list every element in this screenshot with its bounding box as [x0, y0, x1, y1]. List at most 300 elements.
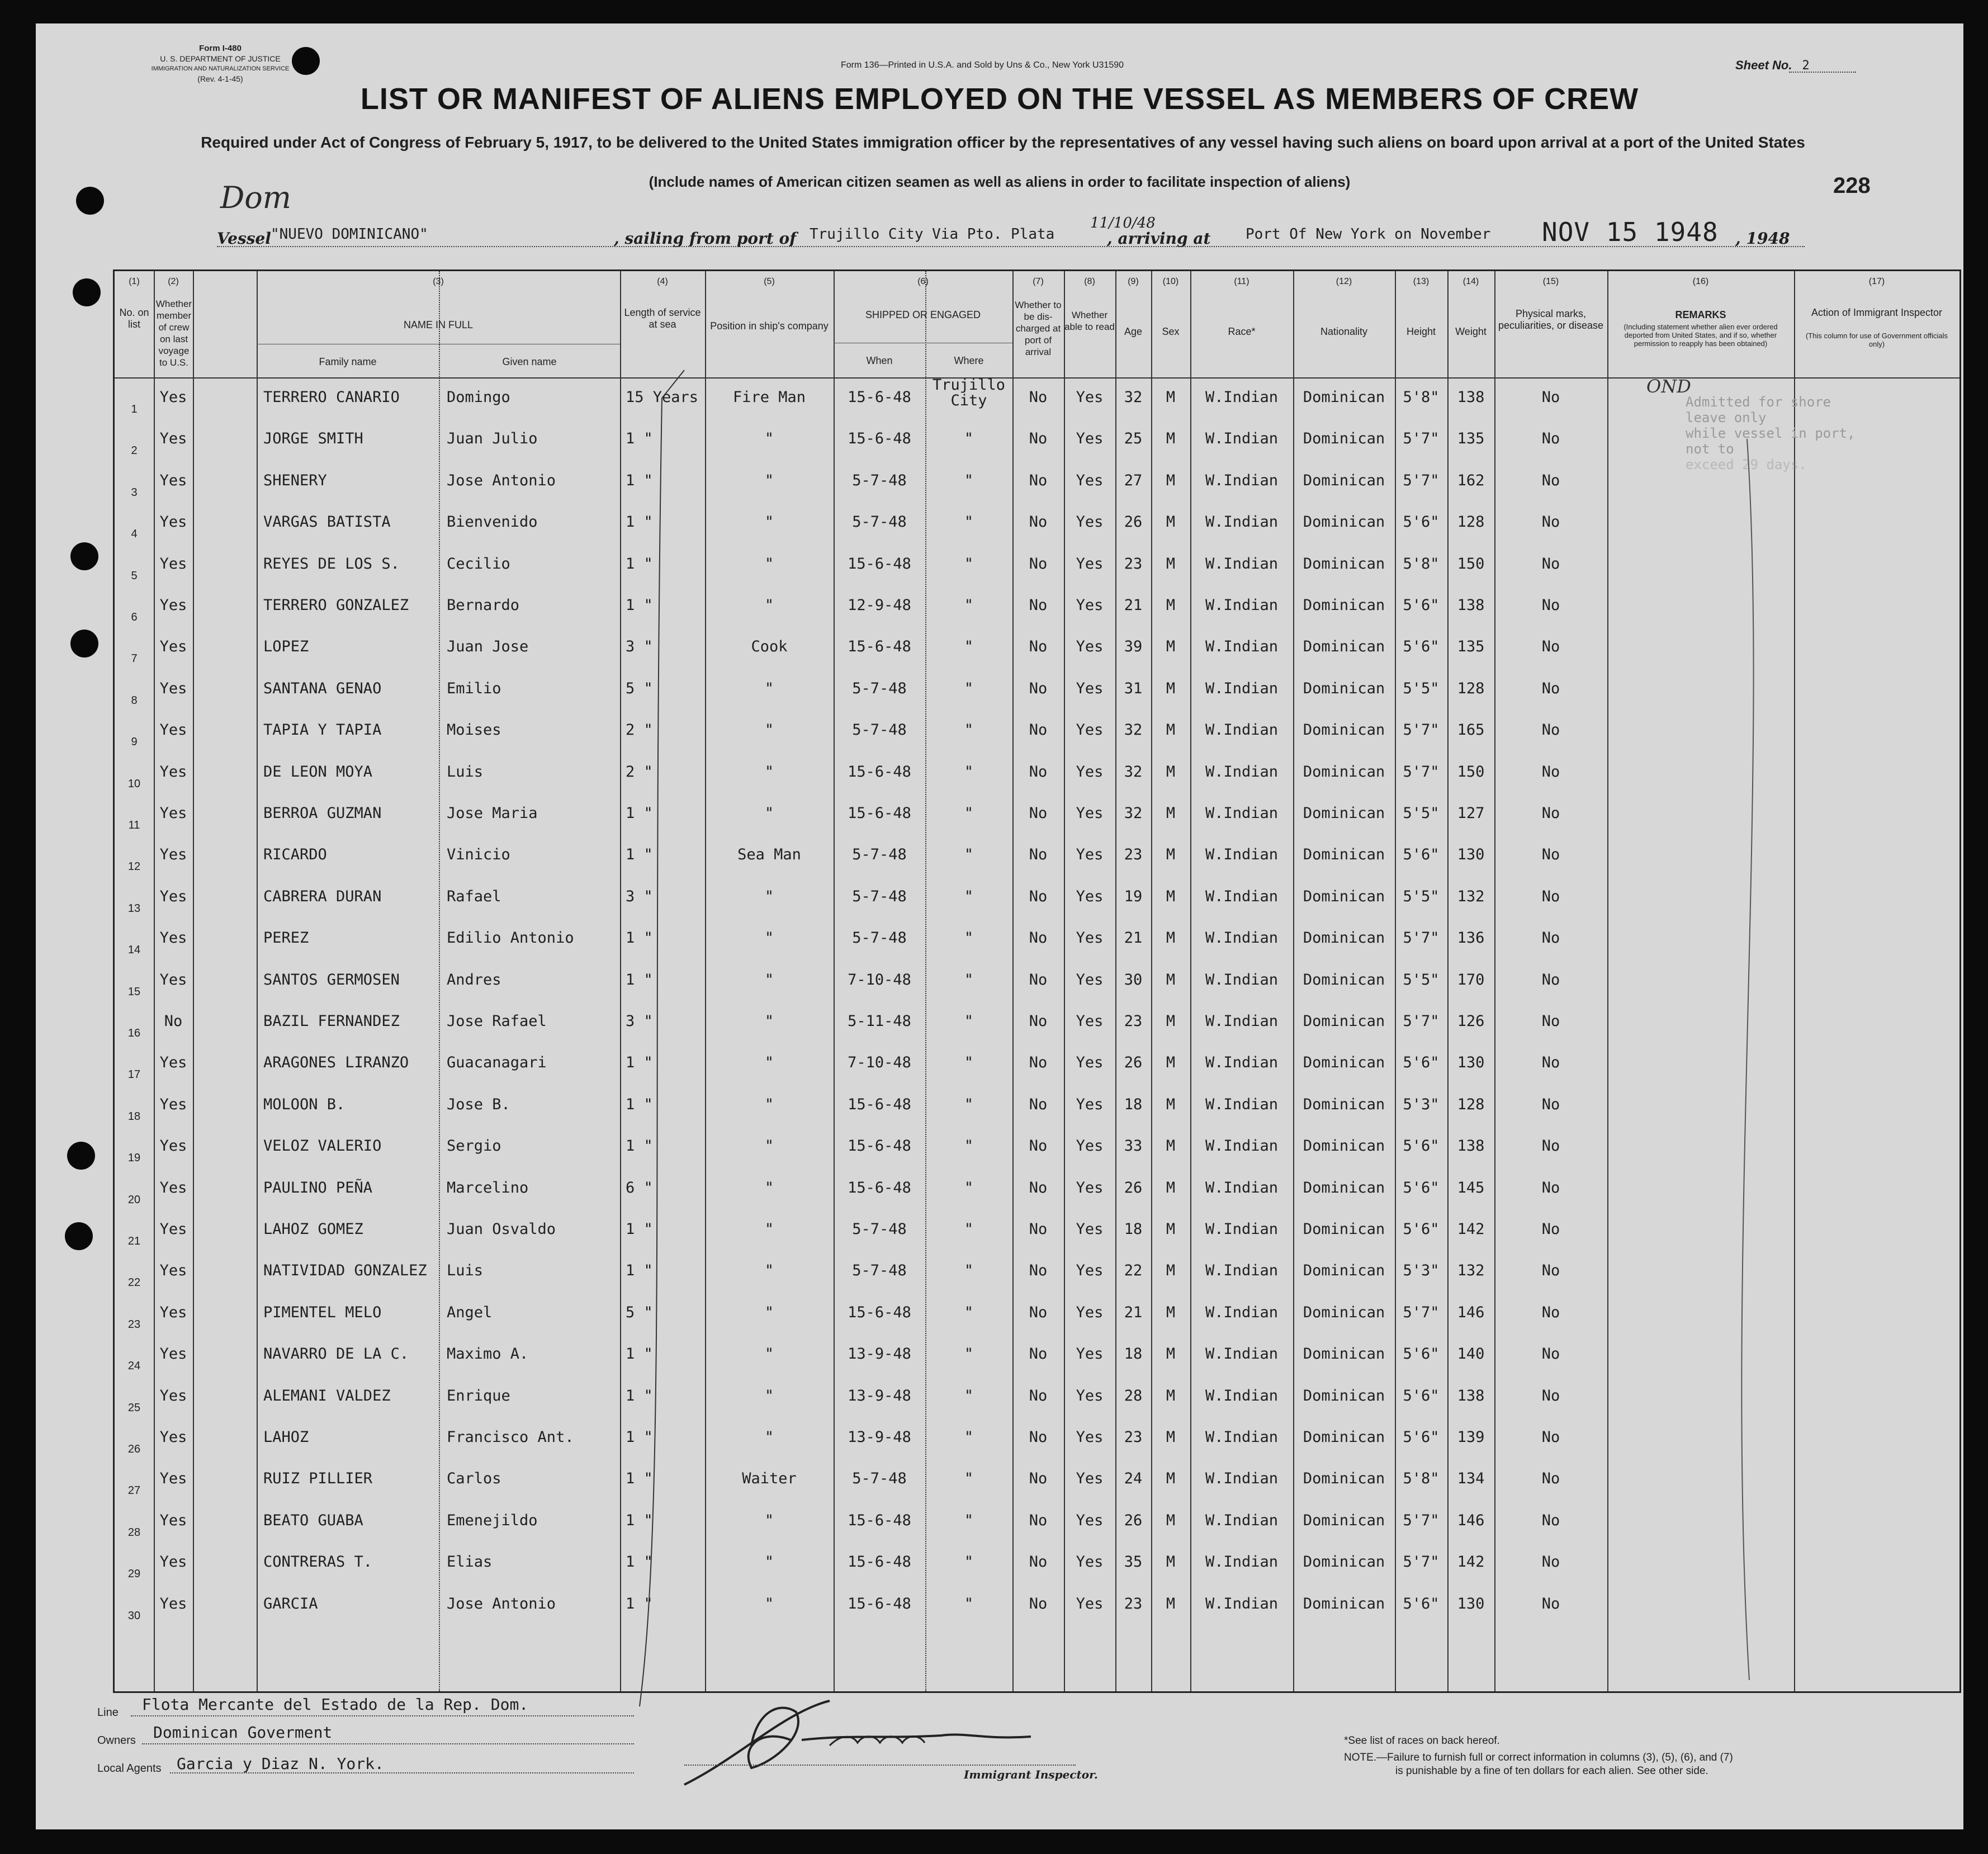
- sex: M: [1166, 1387, 1176, 1404]
- physical-marks: No: [1541, 1511, 1560, 1529]
- weight: 139: [1457, 1429, 1485, 1446]
- row-number: 8: [131, 694, 138, 707]
- family-name: SANTOS GERMOSEN: [263, 971, 400, 989]
- footer-line-value: Flota Mercante del Estado de la Rep. Dom.: [142, 1695, 529, 1714]
- able-to-read: Yes: [1076, 1470, 1104, 1488]
- last-voyage: Yes: [159, 513, 187, 531]
- weight: 126: [1457, 1013, 1485, 1030]
- given-name: Jose Rafael: [447, 1013, 547, 1030]
- given-name: Bernardo: [447, 597, 520, 614]
- family-name: VELOZ VALERIO: [263, 1137, 382, 1155]
- last-voyage: Yes: [159, 1345, 187, 1363]
- discharged: No: [1029, 430, 1048, 448]
- col-number-11: (11): [1234, 277, 1249, 286]
- race: W.Indian: [1205, 1262, 1279, 1280]
- sex: M: [1166, 1054, 1176, 1072]
- race: W.Indian: [1205, 1511, 1279, 1529]
- length-service: 3 ": [626, 638, 653, 656]
- weight: 138: [1457, 1387, 1485, 1404]
- race: W.Indian: [1205, 1054, 1279, 1072]
- given-name: Moises: [447, 721, 501, 739]
- weight: 140: [1457, 1345, 1485, 1363]
- shipped-when: 5-7-48: [852, 846, 907, 864]
- family-name: DE LEON MOYA: [263, 763, 373, 781]
- family-name: BEATO GUABA: [263, 1511, 363, 1529]
- sex: M: [1166, 1470, 1176, 1488]
- header-where: Where: [954, 355, 984, 366]
- given-name: Jose Maria: [447, 805, 538, 822]
- family-name: PAULINO PEÑA: [263, 1179, 373, 1196]
- nationality: Dominican: [1303, 846, 1385, 864]
- length-service: 2 ": [626, 763, 653, 781]
- table-row: [115, 753, 1959, 795]
- family-name: RUIZ PILLIER: [263, 1470, 373, 1488]
- able-to-read: Yes: [1076, 1137, 1104, 1155]
- physical-marks: No: [1541, 430, 1560, 448]
- race: W.Indian: [1205, 471, 1279, 489]
- length-service: 1 ": [626, 1054, 653, 1072]
- race: W.Indian: [1205, 513, 1279, 531]
- age: 18: [1124, 1345, 1143, 1363]
- able-to-read: Yes: [1076, 1511, 1104, 1529]
- physical-marks: No: [1541, 1595, 1560, 1612]
- table-row: [115, 1335, 1959, 1377]
- shipped-when: 5-11-48: [848, 1013, 911, 1030]
- able-to-read: Yes: [1076, 1221, 1104, 1238]
- row-number: 23: [127, 1318, 141, 1331]
- header-given-name: Given name: [502, 356, 557, 367]
- sex: M: [1166, 846, 1176, 864]
- shipped-when: 13-9-48: [848, 1429, 911, 1446]
- given-name: Enrique: [447, 1387, 510, 1404]
- height: 5'5": [1403, 971, 1440, 989]
- discharged: No: [1029, 971, 1048, 989]
- length-service: 5 ": [626, 1303, 653, 1321]
- row-number: 28: [127, 1526, 141, 1539]
- able-to-read: Yes: [1076, 1054, 1104, 1072]
- length-service: 1 ": [626, 971, 653, 989]
- table-row: [115, 1086, 1959, 1128]
- position: ": [764, 1262, 774, 1280]
- discharged: No: [1029, 929, 1048, 947]
- position: ": [764, 887, 774, 905]
- physical-marks: No: [1541, 513, 1560, 531]
- shipped-where: ": [964, 887, 974, 905]
- nationality: Dominican: [1303, 1262, 1385, 1280]
- sex: M: [1166, 929, 1176, 947]
- last-voyage: Yes: [159, 1054, 187, 1072]
- discharged: No: [1029, 1095, 1048, 1113]
- able-to-read: Yes: [1076, 805, 1104, 822]
- crew-table: [113, 269, 1961, 1693]
- shipped-when: 5-7-48: [852, 929, 907, 947]
- shipped-when: 5-7-48: [852, 1221, 907, 1238]
- hand-date: 11/10/48: [1090, 215, 1156, 231]
- weight: 142: [1457, 1553, 1485, 1571]
- length-service: 1 ": [626, 1553, 653, 1571]
- family-name: CABRERA DURAN: [263, 887, 382, 905]
- table-row: [115, 1002, 1959, 1044]
- punch-hole: [65, 1222, 93, 1250]
- row-number: 22: [127, 1276, 141, 1289]
- header-physical: Physical marks, peculiarities, or disease: [1498, 308, 1604, 331]
- height: 5'6": [1403, 846, 1440, 864]
- header-able-read: Whether able to read: [1064, 310, 1115, 332]
- physical-marks: No: [1541, 887, 1560, 905]
- last-voyage: Yes: [159, 805, 187, 822]
- age: 26: [1124, 1054, 1143, 1072]
- height: 5'7": [1403, 1553, 1440, 1571]
- length-service: 1 ": [626, 1095, 653, 1113]
- last-voyage: Yes: [159, 1221, 187, 1238]
- header-remarks-note: (Including statement whether alien ever ordered deported from United States, and if so, whether permission to reapply has been obtained): [1623, 323, 1778, 348]
- table-row: [115, 961, 1959, 1003]
- table-row: [115, 1418, 1959, 1460]
- height: 5'7": [1403, 929, 1440, 947]
- height: 5'7": [1403, 721, 1440, 739]
- height: 5'3": [1403, 1095, 1440, 1113]
- shipped-where: ": [964, 1553, 974, 1571]
- length-service: 1 ": [626, 1137, 653, 1155]
- physical-marks: No: [1541, 1345, 1560, 1363]
- nationality: Dominican: [1303, 1013, 1385, 1030]
- header-race: Race*: [1228, 326, 1256, 337]
- last-voyage: Yes: [159, 971, 187, 989]
- race: W.Indian: [1205, 1303, 1279, 1321]
- position: ": [764, 1511, 774, 1529]
- last-voyage: Yes: [159, 1553, 187, 1571]
- length-service: 1 ": [626, 1345, 653, 1363]
- last-voyage: Yes: [159, 1179, 187, 1196]
- shipped-where: ": [964, 1095, 974, 1113]
- sex: M: [1166, 1095, 1176, 1113]
- row-number: 14: [127, 944, 141, 957]
- height: 5'7": [1403, 430, 1440, 448]
- nationality: Dominican: [1303, 1054, 1385, 1072]
- shipped-where: ": [964, 929, 974, 947]
- race: W.Indian: [1205, 1179, 1279, 1196]
- age: 27: [1124, 471, 1143, 489]
- age: 24: [1124, 1470, 1143, 1488]
- row-number: 19: [127, 1152, 141, 1165]
- age: 32: [1124, 721, 1143, 739]
- table-row: [115, 587, 1959, 628]
- row-number: 20: [127, 1193, 141, 1206]
- position: ": [764, 679, 774, 697]
- footer-owners-value: Dominican Goverment: [153, 1723, 333, 1742]
- nationality: Dominican: [1303, 1553, 1385, 1571]
- age: 23: [1124, 1013, 1143, 1030]
- col-number-14: (14): [1462, 277, 1479, 286]
- able-to-read: Yes: [1076, 1303, 1104, 1321]
- family-name: LAHOZ GOMEZ: [263, 1221, 363, 1238]
- date-stamp: NOV 15 1948: [1542, 217, 1719, 247]
- able-to-read: Yes: [1076, 679, 1104, 697]
- family-name: NATIVIDAD GONZALEZ: [263, 1262, 427, 1280]
- position: ": [764, 1095, 774, 1113]
- weight: 150: [1457, 555, 1485, 573]
- nationality: Dominican: [1303, 929, 1385, 947]
- punch-hole: [76, 187, 104, 215]
- row-number: 27: [127, 1484, 141, 1497]
- shipped-when: 15-6-48: [848, 1511, 911, 1529]
- race: W.Indian: [1205, 430, 1279, 448]
- weight: 138: [1457, 1137, 1485, 1155]
- physical-marks: No: [1541, 1221, 1560, 1238]
- given-name: Vinicio: [447, 846, 510, 864]
- race: W.Indian: [1205, 597, 1279, 614]
- weight: 150: [1457, 763, 1485, 781]
- last-voyage: Yes: [159, 1387, 187, 1404]
- position: ": [764, 1345, 774, 1363]
- nationality: Dominican: [1303, 1345, 1385, 1363]
- last-voyage: Yes: [159, 887, 187, 905]
- shipped-where: ": [964, 846, 974, 864]
- row-number: 30: [127, 1609, 141, 1622]
- footer-owners-label: Owners: [97, 1734, 136, 1747]
- position: ": [764, 1179, 774, 1196]
- age: 26: [1124, 1511, 1143, 1529]
- remarks-line-3: exceed 29 days.: [1686, 457, 1807, 472]
- shipped-where: ": [964, 721, 974, 739]
- height: 5'6": [1403, 1595, 1440, 1612]
- last-voyage: Yes: [159, 1303, 187, 1321]
- shipped-when: 15-6-48: [848, 1179, 911, 1196]
- nationality: Dominican: [1303, 1511, 1385, 1529]
- position: ": [764, 1303, 774, 1321]
- discharged: No: [1029, 1262, 1048, 1280]
- punch-hole: [70, 542, 98, 570]
- last-voyage: Yes: [159, 929, 187, 947]
- table-row: [115, 420, 1959, 462]
- able-to-read: Yes: [1076, 555, 1104, 573]
- age: 25: [1124, 430, 1143, 448]
- age: 18: [1124, 1095, 1143, 1113]
- page-subtitle: Required under Act of Congress of February 5, 1917, to be delivered to the United States immigration officer by the representatives of any vessel having such aliens on board upon arrival at a port of the United States: [201, 134, 1805, 151]
- header-family-name: Family name: [319, 356, 377, 367]
- col-number-9: (9): [1128, 277, 1139, 286]
- discharged: No: [1029, 389, 1048, 406]
- row-number: 26: [127, 1443, 141, 1455]
- family-name: TERRERO CANARIO: [263, 389, 400, 406]
- nationality: Dominican: [1303, 971, 1385, 989]
- last-voyage: Yes: [159, 1429, 187, 1446]
- age: 19: [1124, 887, 1143, 905]
- given-name: Francisco Ant.: [447, 1429, 574, 1446]
- weight: 138: [1457, 389, 1485, 406]
- height: 5'5": [1403, 805, 1440, 822]
- shipped-when: 12-9-48: [848, 597, 911, 614]
- family-name: BAZIL FERNANDEZ: [263, 1013, 400, 1030]
- weight: 132: [1457, 1262, 1485, 1280]
- arrival-port: Port Of New York on November: [1246, 226, 1491, 243]
- height: 5'6": [1403, 1054, 1440, 1072]
- nationality: Dominican: [1303, 597, 1385, 614]
- weight: 128: [1457, 513, 1485, 531]
- header-sex: Sex: [1162, 326, 1180, 337]
- position: Fire Man: [732, 389, 806, 406]
- nationality: Dominican: [1303, 1179, 1385, 1196]
- able-to-read: Yes: [1076, 929, 1104, 947]
- table-row: [115, 1585, 1959, 1627]
- able-to-read: Yes: [1076, 763, 1104, 781]
- shipped-when: 7-10-48: [848, 1054, 911, 1072]
- shipped-where: ": [964, 679, 974, 697]
- family-name: TERRERO GONZALEZ: [263, 597, 409, 614]
- shipped-where: ": [964, 971, 974, 989]
- footer-agents-value: Garcia y Diaz N. York.: [177, 1754, 384, 1773]
- race: W.Indian: [1205, 1095, 1279, 1113]
- height: 5'7": [1403, 471, 1440, 489]
- length-service: 3 ": [626, 887, 653, 905]
- sheet-number-value: 2: [1802, 59, 1810, 73]
- length-service: 15 Years: [626, 389, 699, 406]
- col-number-17: (17): [1868, 277, 1885, 286]
- physical-marks: No: [1541, 471, 1560, 489]
- table-row: [115, 1377, 1959, 1419]
- position: ": [764, 721, 774, 739]
- sex: M: [1166, 1262, 1176, 1280]
- height: 5'7": [1403, 763, 1440, 781]
- shipped-when: 5-7-48: [852, 513, 907, 531]
- family-name: VARGAS BATISTA: [263, 513, 391, 531]
- height: 5'7": [1403, 1013, 1440, 1030]
- row-number: 4: [131, 528, 138, 541]
- row-number: 10: [127, 777, 141, 790]
- table-row: [115, 462, 1959, 504]
- family-name: PEREZ: [263, 929, 309, 947]
- revision: (Rev. 4-1-45): [197, 74, 243, 83]
- last-voyage: Yes: [159, 1095, 187, 1113]
- family-name: SANTANA GENAO: [263, 679, 382, 697]
- length-service: 1 ": [626, 929, 653, 947]
- nationality: Dominican: [1303, 638, 1385, 656]
- table-row: [115, 836, 1959, 878]
- page-title: LIST OR MANIFEST OF ALIENS EMPLOYED ON THE VESSEL AS MEMBERS OF CREW: [360, 82, 1639, 116]
- race: W.Indian: [1205, 846, 1279, 864]
- header-shipped: SHIPPED OR ENGAGED: [865, 309, 981, 320]
- discharged: No: [1029, 513, 1048, 531]
- nationality: Dominican: [1303, 1387, 1385, 1404]
- able-to-read: Yes: [1076, 638, 1104, 656]
- weight: 165: [1457, 721, 1485, 739]
- nationality: Dominican: [1303, 430, 1385, 448]
- row-number: 25: [127, 1401, 141, 1414]
- vessel-name: "NUEVO DOMINICANO": [271, 226, 428, 243]
- nationality: Dominican: [1303, 1470, 1385, 1488]
- family-name: BERROA GUZMAN: [263, 805, 382, 822]
- last-voyage: Yes: [159, 638, 187, 656]
- shipped-where: ": [964, 638, 974, 656]
- weight: 135: [1457, 638, 1485, 656]
- discharged: No: [1029, 679, 1048, 697]
- shipped-when: 15-6-48: [848, 763, 911, 781]
- weight: 135: [1457, 430, 1485, 448]
- physical-marks: No: [1541, 1387, 1560, 1404]
- table-row: [115, 1543, 1959, 1585]
- sex: M: [1166, 597, 1176, 614]
- discharged: No: [1029, 1179, 1048, 1196]
- col-number-1: (1): [129, 277, 140, 286]
- sex: M: [1166, 1137, 1176, 1155]
- inspector-signature: [673, 1678, 1176, 1790]
- table-row: [115, 1044, 1959, 1086]
- height: 5'6": [1403, 1179, 1440, 1196]
- length-service: 1 ": [626, 555, 653, 573]
- discharged: No: [1029, 887, 1048, 905]
- position: ": [764, 555, 774, 573]
- family-name: PIMENTEL MELO: [263, 1303, 382, 1321]
- discharged: No: [1029, 1013, 1048, 1030]
- length-service: 1 ": [626, 1595, 653, 1612]
- shipped-where: ": [964, 1137, 974, 1155]
- last-voyage: Yes: [159, 1137, 187, 1155]
- table-row: [115, 545, 1959, 587]
- table-row: [115, 1252, 1959, 1294]
- length-service: 1 ": [626, 1429, 653, 1446]
- sailing-label: , sailing from port of: [614, 229, 797, 248]
- shipped-when: 13-9-48: [848, 1387, 911, 1404]
- height: 5'6": [1403, 1345, 1440, 1363]
- col-number-5: (5): [764, 277, 775, 286]
- header-length-service: Length of service at sea: [624, 307, 701, 330]
- physical-marks: No: [1541, 1013, 1560, 1030]
- year: , 1948: [1735, 229, 1790, 248]
- given-name: Marcelino: [447, 1179, 529, 1196]
- able-to-read: Yes: [1076, 1179, 1104, 1196]
- discharged: No: [1029, 846, 1048, 864]
- position: ": [764, 513, 774, 531]
- header-remarks: REMARKS: [1675, 309, 1726, 320]
- shipped-when: 15-6-48: [848, 1553, 911, 1571]
- age: 33: [1124, 1137, 1143, 1155]
- header-name-in-full: NAME IN FULL: [403, 319, 474, 330]
- able-to-read: Yes: [1076, 513, 1104, 531]
- given-name: Edilio Antonio: [447, 929, 574, 947]
- given-name: Juan Julio: [447, 430, 538, 448]
- family-name: ARAGONES LIRANZO: [263, 1054, 409, 1072]
- length-service: 1 ": [626, 1262, 653, 1280]
- position: Sea Man: [737, 846, 801, 864]
- row-number: 18: [127, 1110, 141, 1123]
- nationality: Dominican: [1303, 471, 1385, 489]
- col-number-12: (12): [1336, 277, 1352, 286]
- height: 5'8": [1403, 1470, 1440, 1488]
- given-name: Sergio: [447, 1137, 501, 1155]
- table-row: [115, 1127, 1959, 1169]
- col-number-16: (16): [1692, 277, 1709, 286]
- discharged: No: [1029, 721, 1048, 739]
- discharged: No: [1029, 597, 1048, 614]
- able-to-read: Yes: [1076, 846, 1104, 864]
- discharged: No: [1029, 1221, 1048, 1238]
- shipped-when: 5-7-48: [852, 1262, 907, 1280]
- table-row: [115, 711, 1959, 753]
- physical-marks: No: [1541, 638, 1560, 656]
- shipped-where: ": [964, 805, 974, 822]
- physical-marks: No: [1541, 971, 1560, 989]
- position: ": [764, 1429, 774, 1446]
- sex: M: [1166, 513, 1176, 531]
- shipped-when: 5-7-48: [852, 471, 907, 489]
- family-name: LOPEZ: [263, 638, 309, 656]
- age: 18: [1124, 1221, 1143, 1238]
- discharged: No: [1029, 555, 1048, 573]
- table-row: [115, 919, 1959, 961]
- handwritten-note: Dom: [220, 180, 292, 215]
- position: ": [764, 471, 774, 489]
- height: 5'6": [1403, 638, 1440, 656]
